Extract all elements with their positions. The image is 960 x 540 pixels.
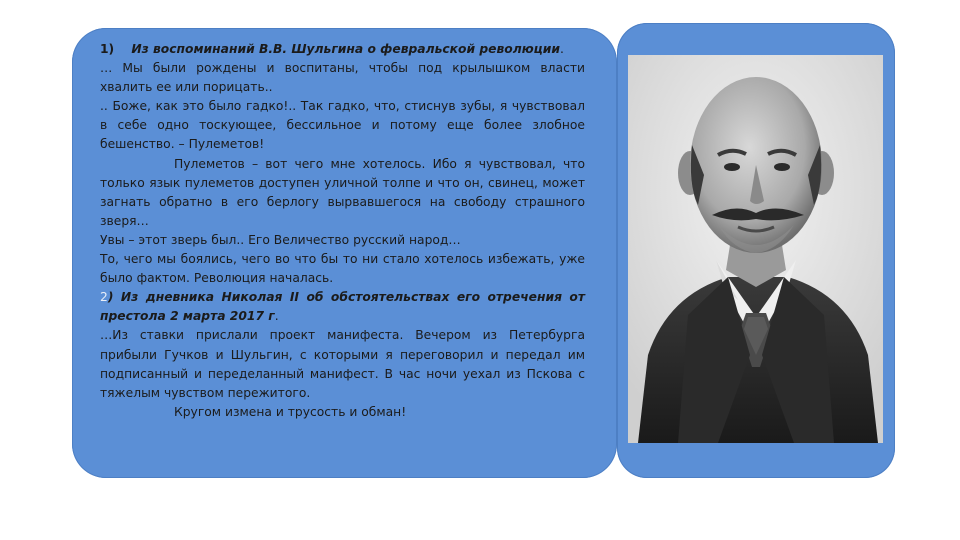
portrait-photo: [628, 55, 883, 443]
heading-2-tail: .: [274, 309, 279, 324]
heading-1-number: 1): [100, 42, 115, 56]
paragraph-5: То, чего мы боялись, чего во что бы то ни стало хотелось избежать, уже было фактом. Революция началась.: [100, 252, 585, 286]
portrait-illustration: [628, 55, 883, 443]
paragraph-6: …Из ставки прислали проект манифеста. Вечером из Петербурга прибыли Гучков и Шульгин, с которыми я переговорил и передал им подписанный и переделанный манифест. В час ночи уехал из Пскова с тяжелым чувством пережитого.: [100, 328, 585, 400]
paragraph-1: … Мы были рождены и воспитаны, чтобы под крылышком власти хвалить ее или порицать..: [100, 61, 585, 95]
heading-2-text: ) Из дневника Николая II об обстоятельствах его отречения от престола 2 марта 2017 г: [100, 290, 585, 324]
paragraph-7: Кругом измена и трусость и обман!: [174, 404, 407, 419]
heading-1-tail: .: [560, 42, 564, 56]
heading-2-number: 2: [100, 290, 108, 305]
heading-2: [100, 288, 585, 326]
heading-1: [100, 40, 585, 59]
document-text: [100, 40, 585, 422]
paragraph-4: Увы – этот зверь был.. Его Величество русский народ…: [100, 232, 461, 247]
heading-1-text: Из воспоминаний В.В. Шульгина о февральской революции: [131, 42, 561, 56]
paragraph-3: Пулеметов – вот чего мне хотелось. Ибо я чувствовал, что только язык пулеметов доступен уличной толпе и что он, свинец, может загнать обратно в его берлогу вырвавшегося на свободу страшного зверя…: [100, 156, 585, 228]
paragraph-2: .. Боже, как это было гадко!.. Так гадко, что, стиснув зубы, я чувствовал в себе одно тоскующее, бессильное и потому еще более злобное бешенство. – Пулеметов!: [100, 99, 585, 152]
